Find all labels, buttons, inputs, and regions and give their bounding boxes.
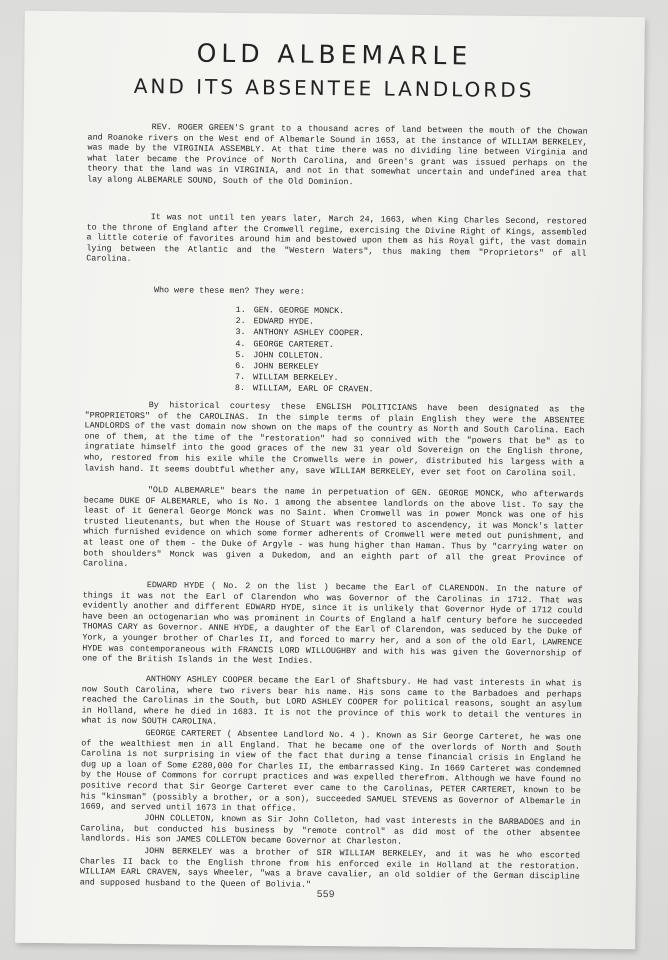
paragraph-charles-second: It was not until ten years later, March 24, 1663, when King Charles Second, restored to the throne of England after the Cromwell regime, exercising the Divine Right of Kings, assembled a little coterie of favorites around him and bestowed upon them as his Royal gift, the vast domain lying between the Atlantic and the "Western Waters", thus making them "Proprietors" of all Carolina. <box>86 212 587 265</box>
paragraph-cooper: ANTHONY ASHLEY COOPER became the Earl of Shaftsbury. He had vast interests in what is now South Carolina, where two rivers bear his name. His sons came to the Barbadoes and perhaps reached the Carolinas in the South, but LORD ASHLEY COOPER for political reasons, sought an asylum in Holland, where he died in 1683. It is not the province of this work to detail the ventures in what is now SOUTH CAROLINA. <box>81 674 582 728</box>
page-subtitle: AND ITS ABSENTEE LANDLORDS <box>133 73 535 103</box>
list-item: 2. EDWARD HYDE. <box>235 316 315 328</box>
list-item: 4. GEORGE CARTERET. <box>235 338 334 350</box>
paragraph-monck: "OLD ALBEMARLE" bears the name in perpetuation of GEN. GEORGE MONCK, who afterwards became DUKE OF ALBEMARLE, who is No. 1 among the absentee landlords on the above list. To say the least of it General George Monck was no Saint. When Cromwell was in power Monck was one of his trusted lieutenants, but when the House of Stuart was restored to ascendency, it was Monck's latter which furnished evidence on which some former adherents of Cromwell were meted out punishment, and at least one of them - the Duke of Argyle - was hung higher than Haman. Thus by "carrying water on both shoulders" Monck was given a Dukedom, and an eighth part of all the great Province of Carolina. <box>83 485 584 570</box>
list-item: 6. JOHN BERKELEY <box>235 361 319 372</box>
page-title: OLD ALBEMARLE <box>196 38 473 71</box>
proprietors-list <box>235 305 375 396</box>
question-text: Who were these men? They were: <box>153 285 305 297</box>
list-item: 3. ANTHONY ASHLEY COOPER. <box>235 327 365 339</box>
list-item: 5. JOHN COLLETON. <box>235 349 324 361</box>
list-item: 8. WILLIAM, EARL OF CRAVEN. <box>234 383 374 395</box>
paragraph-hyde: EDWARD HYDE ( No. 2 on the list ) became the Earl of CLARENDON. In the nature of things it was not the Earl of Clarendon who was Governor of the Carolinas in 1712. That was evidently another and different EDWARD HYDE, since it is unlikely that Governor Hyde of 1712 could have been an octogenarian who was prominent in Courts of England a half century before he succeeded THOMAS CARY as Governor. ANNE HYDE, a daughter of the Earl of Clarendon, was seduced by the Duke of York, a younger brother of Charles II, and forced to marry her, and a son of the old Earl, LAWRENCE HYDE was contemporaneous with FRANCIS LORD WILLOUGHBY and with his was given the Governorship of one of the British Islands in the West Indies. <box>82 580 583 666</box>
paragraph-berkeley: JOHN BERKELEY was a brother of SIR WILLIAM BERKELEY, and it was he who escorted Charles II back to the English throne from his enforced exile in Holland at the restoration. WILLIAM EARL CRAVEN, says Wheeler, "was a brave cavalier, an old soldier of the German discipline and supposed husband to the Queen of Bolivia." <box>79 846 581 890</box>
page-number: 559 <box>316 889 335 902</box>
paragraph-green-grant: REV. ROGER GREEN'S grant to a thousand acres of land between the mouth of the Chowan and Roanoke rivers on the West end of Albemarle Sound in 1653, at the instance of WILLIAM BERKELEY, was made by the VIRGINIA ASSEMBLY. At that time there was no dividing line between Virginia and what later became the Province of North Carolina, and Green's grant was issued perhaps on the theory that the land was in VIRGINIA, and not in that somewhat uncertain and undefined area that lay along ALBEMARLE SOUND, South of the Old Dominion. <box>87 122 588 188</box>
paragraph-carteret: GEORGE CARTERET ( Absentee Landlord No. 4 ). Known as Sir George Carteret, he was one of the wealthiest men in all England. That he became one of the overlords of North and South Carolina is not surprising in view of the fact that during a tense financial crisis in England he dug up a loan of Some £280,000 for Charles II, the embarrassed King. In 1669 Carteret was condemned by the House of Commons for corrupt practices and was expelled therefrom. Although we have found no positive record that Sir George Carteret ever came to the Carolinas, PETER CARTERET, known to be his "kinsman" (possibly a brother, or a son), succeeded SAMUEL STEVENS as Governor of Albemarle in 1669, and served until 1673 in that office. <box>80 728 582 814</box>
paragraph-proprietors: By historical courtesy these ENGLISH POLITICIANS have been designated as the "PROPRIETORS" of the CAROLINAS. In the simple terms of plain English they were the ABSENTEE LANDLORDS of the vast domain now shown on the maps of the country as North and South Carolina. Each one of them, at the time of the "restoration" had so connived with the "powers that be" as to ingratiate himself into the good graces of the new 31 year old Sovereign on the English throne, who, restored from his exile while the Cromwells were in power, distributed his largess with a lavish hand. It seems doubtful whether any, save WILLIAM BERKELEY, ever set foot on Carolina soil. <box>84 400 585 479</box>
list-item: 1. GEN. GEORGE MONCK. <box>235 305 345 317</box>
list-item: 7. WILLIAM BERKELEY. <box>235 372 339 384</box>
book-page <box>15 11 645 949</box>
paragraph-colleton: JOHN COLLETON, known as Sir John Colleton, had vast interests in the BARBADOES and in Carolina, but conducted his business by "remote control" as did most of the other absentee landlords. His son JAMES COLLETON became Governor at Charleston. <box>80 813 581 847</box>
